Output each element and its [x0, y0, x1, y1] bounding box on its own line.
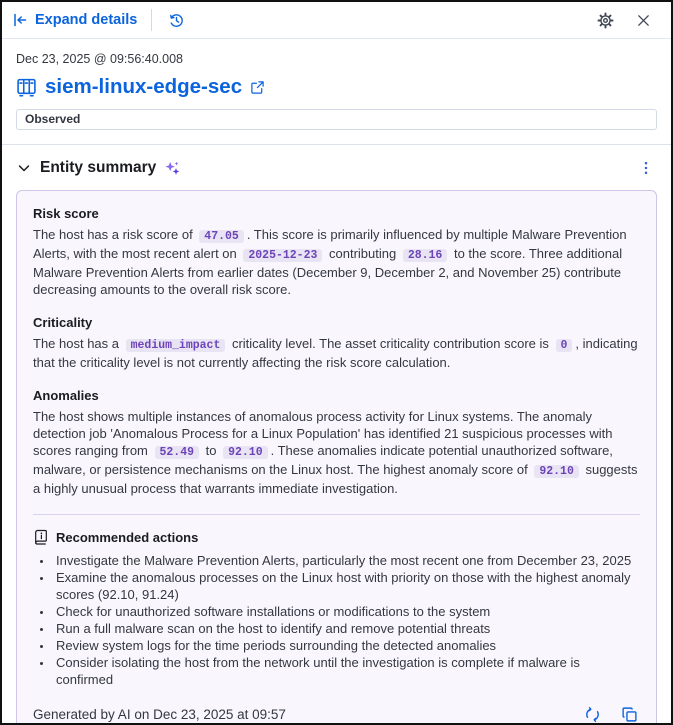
- criticality-heading: Criticality: [33, 315, 93, 330]
- toolbar-left-group: [12, 9, 187, 31]
- vertical-dots-menu-icon: [639, 161, 653, 175]
- risk-score-section: [33, 206, 640, 298]
- summary-card-footer: [33, 688, 640, 725]
- inline-code-value: 2025-12-23: [243, 249, 322, 262]
- regenerate-summary-button[interactable]: [582, 704, 603, 725]
- collapse-flyout-icon: [12, 12, 28, 28]
- anomalies-section: [33, 388, 640, 497]
- recommended-action-item: • Examine the anomalous processes on the Linux host with priority on those with the highest anomaly scores (92.10, 91.24): [53, 569, 640, 603]
- generated-by-ai-text: Generated by AI on Dec 23, 2025 at 09:57: [33, 707, 286, 722]
- book-info-icon: [33, 529, 49, 545]
- entity-summary-card: [16, 190, 657, 725]
- expand-details-button[interactable]: [12, 12, 137, 28]
- chevron-down-icon: [16, 160, 32, 176]
- recommended-action-item: • Investigate the Malware Prevention Alerts, particularly the most recent one from December 23, 2025: [53, 552, 640, 569]
- criticality-section: [33, 315, 640, 371]
- settings-button[interactable]: [595, 10, 616, 31]
- expand-details-label: Expand details: [35, 12, 138, 28]
- flyout-content: [2, 39, 671, 725]
- card-divider: [33, 514, 640, 515]
- host-title-row: [16, 75, 657, 99]
- inline-code-value: 47.05: [199, 230, 244, 243]
- inline-code-value: 92.10: [223, 446, 268, 459]
- host-name-label: siem-linux-edge-sec: [45, 75, 243, 98]
- history-clock-icon: [168, 12, 185, 29]
- risk-score-text: The host has a risk score of 47.05 . This score is primarily influenced by multiple Malware Prevention Alerts, with the most recent alert on 2025-12-23 contributing 28.16 to the score. Three additional Malware Prevention Alerts from earlier dates (December 9, December 2, and November 25) contribute decreasing amounts to the overall risk score.: [33, 227, 627, 297]
- inline-code-value: medium_impact: [126, 339, 226, 352]
- close-button[interactable]: [634, 11, 653, 30]
- toolbar-divider: [151, 9, 152, 31]
- criticality-text: The host has a medium_impact criticality level. The asset criticality contribution score is 0 , indicating that the criticality level is not currently affecting the risk score calculation.: [33, 336, 638, 370]
- recommended-actions-heading: Recommended actions: [56, 529, 199, 545]
- gear-icon: [597, 12, 614, 29]
- inline-code-value: 28.16: [403, 249, 448, 262]
- host-name-link[interactable]: [16, 75, 265, 99]
- copy-summary-button[interactable]: [619, 704, 640, 725]
- copy-icon: [621, 706, 638, 723]
- observed-status-badge: Observed: [16, 109, 657, 130]
- event-timestamp: Dec 23, 2025 @ 09:56:40.008: [16, 52, 183, 66]
- refresh-icon: [584, 706, 601, 723]
- entity-summary-header: [16, 145, 657, 190]
- recommended-action-item: • Review system logs for the time periods surrounding the detected anomalies: [53, 637, 640, 654]
- close-icon: [636, 13, 651, 28]
- inline-code-value: 0: [556, 339, 573, 352]
- storage-host-icon: [16, 77, 37, 98]
- entity-summary-title: Entity summary: [40, 159, 157, 176]
- history-button[interactable]: [166, 10, 187, 31]
- entity-summary-menu-button[interactable]: [637, 159, 655, 177]
- footer-action-buttons: [582, 704, 640, 725]
- toolbar-right-group: [595, 10, 653, 31]
- popout-external-link-icon: [250, 80, 265, 95]
- inline-code-value: 52.49: [155, 446, 200, 459]
- inline-code-value: 92.10: [534, 465, 579, 478]
- recommended-actions-header: [33, 529, 640, 545]
- flyout-toolbar: [2, 2, 671, 39]
- anomalies-text: The host shows multiple instances of anomalous process activity for Linux systems. The anomaly detection job 'Anomalous Process for a Linux Population' has identified 21 suspicious processes with scores ranging from 52.49 to 92.10 . These anomalies indicate potential unauthorized software, malware, or persistence mechanisms on the Linux host. The highest anomaly score of 92.10 suggests a highly unusual process that warrants immediate investigation.: [33, 409, 638, 496]
- recommended-action-item: • Consider isolating the host from the network until the investigation is complete if malware is confirmed: [53, 654, 640, 688]
- recommended-actions-section: [33, 529, 640, 688]
- recommended-action-item: • Run a full malware scan on the host to identify and remove potential threats: [53, 620, 640, 637]
- entity-summary-toggle[interactable]: [16, 159, 181, 177]
- sparkles-ai-icon: [164, 160, 181, 177]
- risk-score-heading: Risk score: [33, 206, 99, 221]
- recommended-actions-list: [38, 552, 640, 688]
- recommended-action-item: • Check for unauthorized software installations or modifications to the system: [53, 603, 640, 620]
- anomalies-heading: Anomalies: [33, 388, 99, 403]
